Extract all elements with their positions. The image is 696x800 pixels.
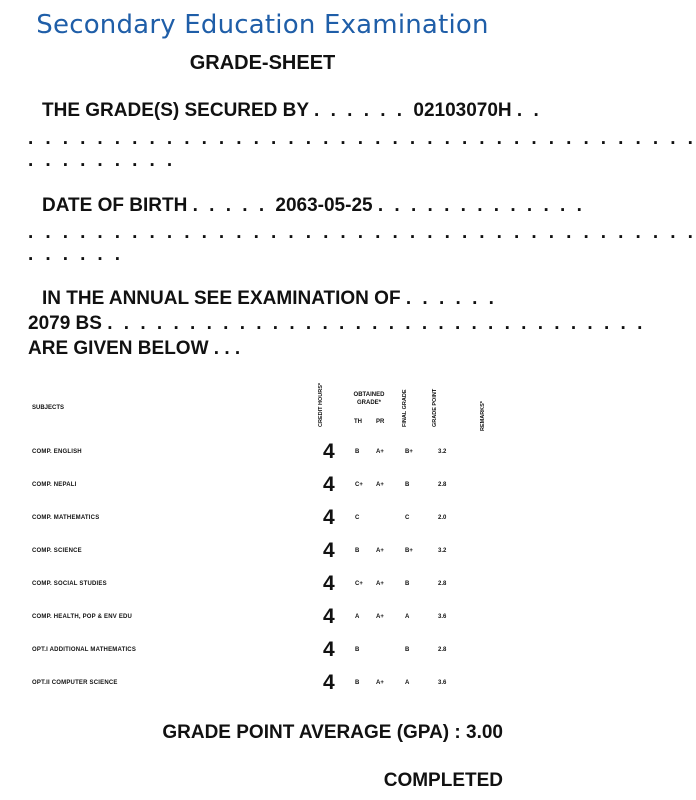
row-credit-hours: 4 — [323, 605, 335, 628]
header-obtained-grade: OBTAINED GRADE* — [353, 392, 385, 406]
row-final-grade: B+ — [405, 449, 413, 455]
row-grade-point: 3.2 — [438, 449, 447, 455]
row-credit-hours: 4 — [323, 671, 335, 694]
row-final-grade: B — [405, 581, 410, 587]
header-pr: PR — [376, 419, 385, 425]
row-th-grade: B — [355, 548, 360, 554]
row-th-grade: C+ — [355, 482, 363, 488]
gpa-label: GRADE POINT AVERAGE (GPA) : — [162, 722, 461, 743]
header-subjects: SUBJECTS — [32, 405, 65, 411]
row-credit-hours: 4 — [323, 440, 335, 463]
row-subject: COMP. NEPALI — [32, 482, 77, 488]
secured-by-line: THE GRADE(S) SECURED BY . . . . . . 02103070H . . — [42, 100, 542, 121]
exam-name: Secondary Education Examination — [36, 10, 489, 40]
symbol-number: 02103070H — [413, 100, 512, 121]
given-below: ARE GIVEN BELOW . . . — [28, 338, 241, 359]
row-grade-point: 2.8 — [438, 482, 447, 488]
row-pr-grade: A+ — [376, 449, 384, 455]
dob-value: 2063-05-25 — [275, 195, 373, 216]
exam-line-label: IN THE ANNUAL SEE EXAMINATION OF — [42, 288, 401, 309]
row-grade-point: 3.6 — [438, 680, 447, 686]
row-credit-hours: 4 — [323, 572, 335, 595]
gpa-line — [162, 722, 503, 744]
dotted-filler: . . . . . . — [28, 244, 124, 265]
row-th-grade: C — [355, 515, 360, 521]
status-completed: COMPLETED — [383, 770, 503, 791]
row-th-grade: B — [355, 449, 360, 455]
row-pr-grade: A+ — [376, 482, 384, 488]
exam-line: IN THE ANNUAL SEE EXAMINATION OF . . . . . . — [42, 288, 497, 309]
row-subject: COMP. SOCIAL STUDIES — [32, 581, 107, 587]
header-final-grade: FINAL GRADE — [402, 389, 408, 427]
row-grade-point: 2.8 — [438, 647, 447, 653]
row-grade-point: 2.0 — [438, 515, 447, 521]
exam-year: 2079 BS — [28, 313, 102, 334]
header-grade-point: GRADE POINT — [432, 388, 438, 427]
sheet-title: GRADE-SHEET — [189, 52, 336, 74]
row-credit-hours: 4 — [323, 473, 335, 496]
header-th: TH — [354, 419, 362, 425]
dob-label: DATE OF BIRTH — [42, 195, 188, 216]
row-pr-grade: A+ — [376, 548, 384, 554]
row-final-grade: A — [405, 614, 410, 620]
row-subject: COMP. ENGLISH — [32, 449, 82, 455]
row-grade-point: 3.2 — [438, 548, 447, 554]
row-subject: OPT.I ADDITIONAL MATHEMATICS — [32, 647, 137, 653]
row-final-grade: B+ — [405, 548, 413, 554]
secured-by-label: THE GRADE(S) SECURED BY — [42, 100, 309, 121]
row-grade-point: 2.8 — [438, 581, 447, 587]
row-th-grade: C+ — [355, 581, 363, 587]
row-pr-grade: A+ — [376, 680, 384, 686]
header-remarks: REMARKS* — [480, 401, 486, 431]
row-subject: COMP. HEALTH, POP & ENV EDU — [32, 614, 133, 620]
row-subject: OPT.II COMPUTER SCIENCE — [32, 680, 118, 686]
row-final-grade: B — [405, 647, 410, 653]
row-credit-hours: 4 — [323, 638, 335, 661]
row-pr-grade: A+ — [376, 614, 384, 620]
row-credit-hours: 4 — [323, 506, 335, 529]
row-subject: COMP. SCIENCE — [32, 548, 82, 554]
exam-year-line: 2079 BS . . . . . . . . . . . . . . . . . . . . . . . . . . . . . . . . . — [28, 313, 646, 334]
row-th-grade: B — [355, 680, 360, 686]
row-final-grade: C — [405, 515, 410, 521]
dob-line: DATE OF BIRTH . . . . . 2063-05-25 . . . . . . . . . . . . . — [42, 195, 585, 216]
row-grade-point: 3.6 — [438, 614, 447, 620]
row-pr-grade: A+ — [376, 581, 384, 587]
row-th-grade: A — [355, 614, 360, 620]
row-final-grade: B — [405, 482, 410, 488]
dotted-filler: . . . . . . . . . — [28, 150, 176, 171]
gpa-value: 3.00 — [466, 722, 503, 743]
row-final-grade: A — [405, 680, 410, 686]
row-th-grade: B — [355, 647, 360, 653]
row-subject: COMP. MATHEMATICS — [32, 515, 100, 521]
header-credit-hours: CREDIT HOURS* — [318, 382, 324, 427]
dotted-filler: . . . . . . . . . . . . . . . . . . . . . . . . . . . . . . . . . . . . . . . — [28, 128, 696, 149]
row-credit-hours: 4 — [323, 539, 335, 562]
dotted-filler: . . . . . . . . . . . . . . . . . . . . . . . . . . . . . . . . . . . . . . . — [28, 222, 696, 243]
